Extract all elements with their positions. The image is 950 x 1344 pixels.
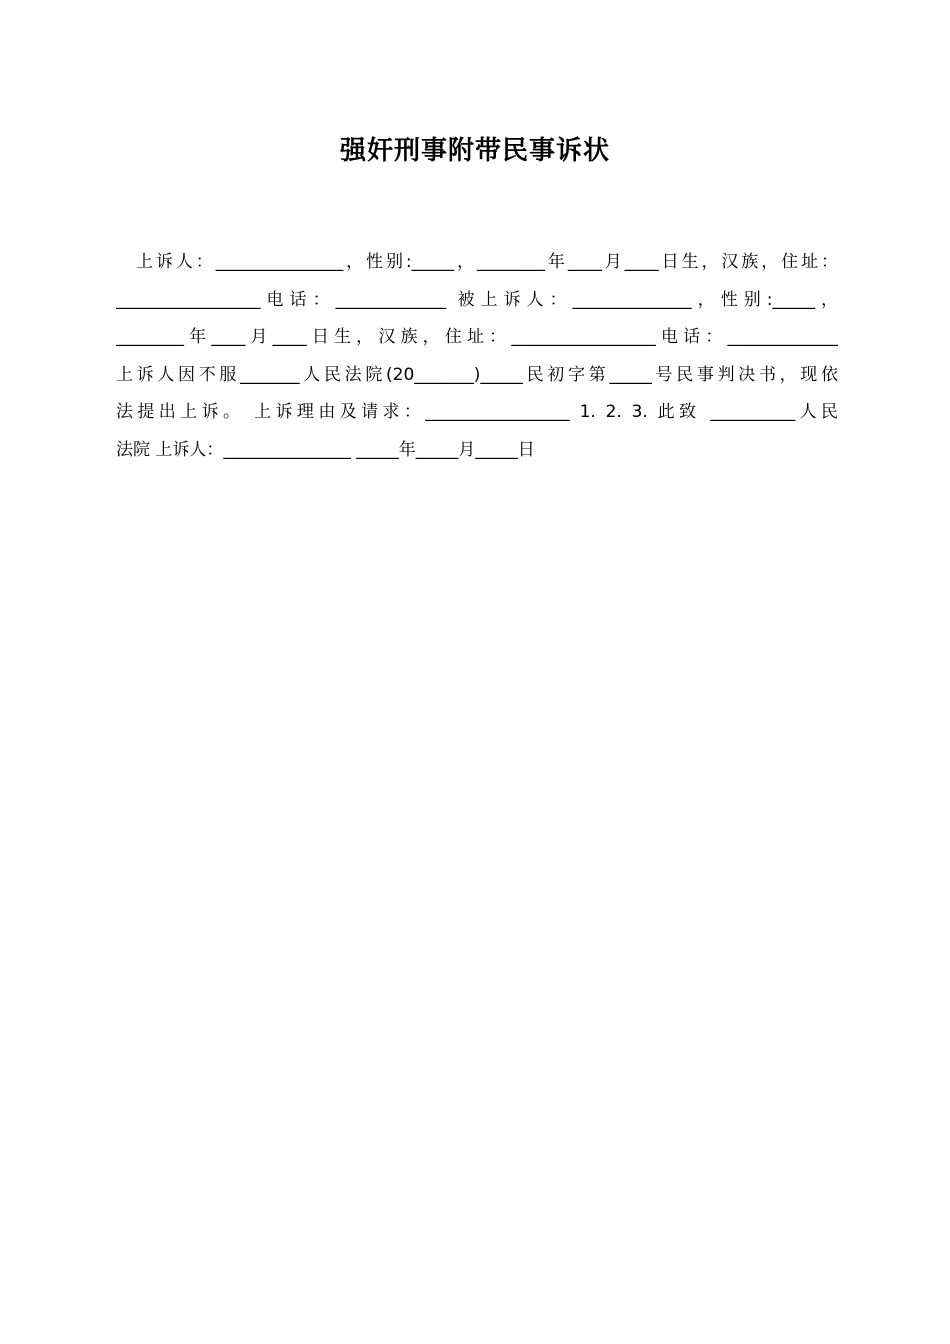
- document-title: 强奸刑事附带民事诉状: [339, 136, 610, 166]
- body-line-4: 上诉人因不服_______人民法院(20_______)_____民初字第_____号民事判决书，现依: [116, 364, 838, 385]
- body-line-1: 上诉人：_______________，性别:_____，________年____月____日生，汉族，住址：: [136, 252, 838, 272]
- body-line-3: ________年____月____日生，汉族，住址：_________________电话：_____________: [116, 327, 838, 347]
- body-line-5: 法提出上诉。 上诉理由及请求：_________________ 1. 2. 3. 此致 __________人民: [116, 402, 838, 422]
- document-body: [116, 244, 838, 469]
- body-line-6: 法院 上诉人：_______________ _____年_____月_____日: [116, 439, 535, 460]
- body-line-2: _________________电话：_____________ 被上诉人：______________，性别:_____，: [116, 289, 838, 310]
